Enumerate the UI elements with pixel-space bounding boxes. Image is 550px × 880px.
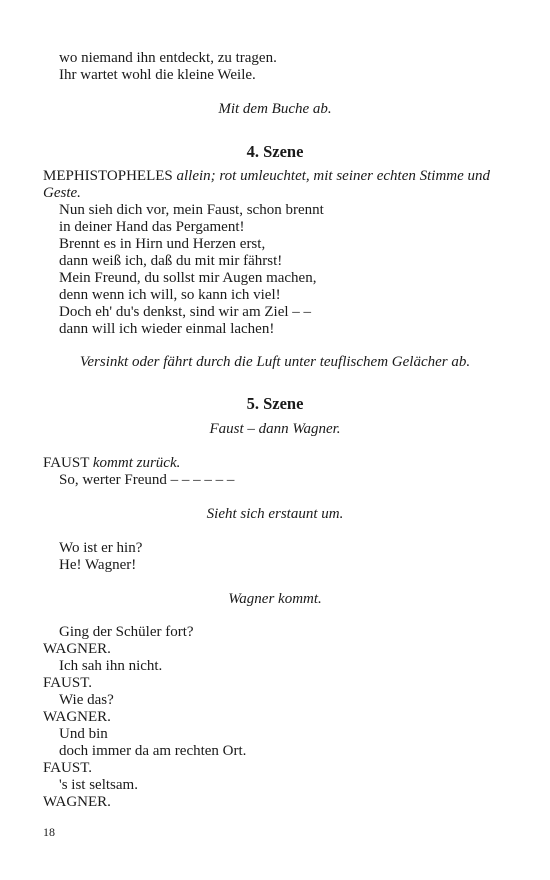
- verse-line: So, werter Freund – – – – – –: [59, 472, 235, 488]
- speaker-name: WAGNER.: [43, 709, 111, 725]
- verse-line: Mein Freund, du sollst mir Augen machen,: [59, 270, 317, 286]
- verse-line: Ging der Schüler fort?: [59, 624, 194, 640]
- verse-line: Nun sieh dich vor, mein Faust, schon brennt: [59, 202, 324, 218]
- speaker-name: WAGNER.: [43, 641, 111, 657]
- speaker-name: FAUST.: [43, 675, 93, 691]
- speaker-name: FAUST.: [43, 760, 93, 776]
- speaker-line: [43, 455, 180, 472]
- speaker-name: WAGNER.: [43, 794, 111, 810]
- verse-line: Ich sah ihn nicht.: [59, 658, 163, 674]
- stage-direction: Wagner kommt.: [228, 591, 322, 607]
- verse-line: He! Wagner!: [59, 557, 137, 573]
- verse-line: Brennt es in Hirn und Herzen erst,: [59, 236, 266, 252]
- verse-line: in deiner Hand das Pergament!: [59, 219, 245, 235]
- verse-line: dann weiß ich, daß du mit mir fährst!: [59, 253, 283, 269]
- verse-line: Wie das?: [59, 692, 114, 708]
- verse-line: Doch eh' du's denkst, sind wir am Ziel – –: [59, 304, 312, 320]
- verse-line: doch immer da am rechten Ort.: [59, 743, 247, 759]
- verse-line: wo niemand ihn entdeckt, zu tragen.: [59, 50, 277, 66]
- stage-direction: Sieht sich erstaunt um.: [206, 506, 344, 522]
- page-number: 18: [43, 825, 55, 839]
- verse-line: Wo ist er hin?: [59, 540, 143, 556]
- verse-line: dann will ich wieder einmal lachen!: [59, 321, 275, 337]
- stage-direction: allein; rot umleuchtet, mit seiner echten Stimme und: [176, 168, 491, 184]
- stage-direction: Faust – dann Wagner.: [209, 421, 341, 437]
- speaker-name: FAUST: [43, 455, 90, 471]
- stage-direction: Geste.: [43, 185, 81, 201]
- scene-heading: 4. Szene: [246, 142, 304, 161]
- scene-heading: 5. Szene: [246, 394, 304, 413]
- verse-line: 's ist seltsam.: [59, 777, 138, 793]
- stage-direction: kommt zurück.: [92, 455, 181, 471]
- verse-line: denn wenn ich will, so kann ich viel!: [59, 287, 281, 303]
- verse-line: Ihr wartet wohl die kleine Weile.: [59, 67, 256, 83]
- speaker-line: [43, 168, 490, 185]
- stage-direction: Versinkt oder fährt durch die Luft unter teuflischem Gelächer ab.: [79, 354, 471, 370]
- stage-direction: Mit dem Buche ab.: [218, 101, 332, 117]
- speaker-name: MEPHISTOPHELES: [43, 168, 173, 184]
- verse-line: Und bin: [59, 726, 108, 742]
